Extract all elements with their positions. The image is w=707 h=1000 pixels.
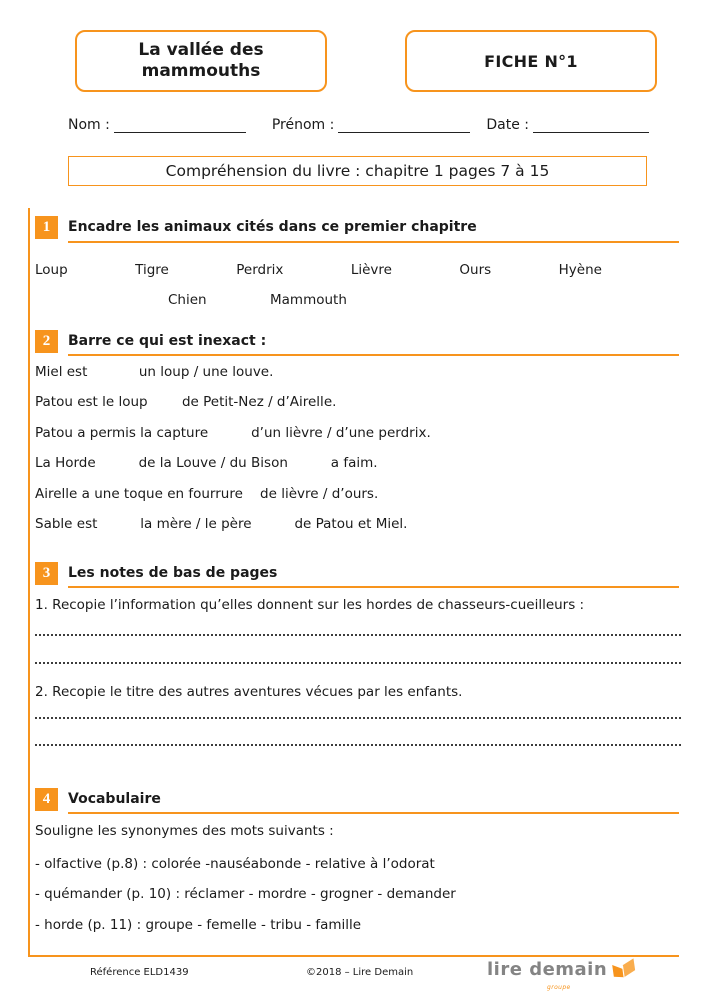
animal-item: Perdrix xyxy=(236,262,284,278)
footer-copyright: ©2018 – Lire Demain xyxy=(306,967,414,978)
vocab-intro: Souligne les synonymes des mots suivants : xyxy=(35,823,334,839)
section-1-number: 1 xyxy=(35,216,58,239)
answer-line xyxy=(35,744,681,746)
choice-sentence: La Horde de la Louve / du Bison a faim. xyxy=(35,455,378,472)
question-1: 1. Recopie l’information qu’elles donnent sur les hordes de chasseurs-cueilleurs : xyxy=(35,597,585,613)
lire-demain-logo xyxy=(487,959,637,983)
section-1-title: Encadre les animaux cités dans ce premier chapitre xyxy=(68,219,477,235)
animal-item: Hyène xyxy=(558,262,602,278)
left-margin-rule xyxy=(28,208,30,956)
firstname-label: Prénom : xyxy=(271,117,335,133)
vocab-list xyxy=(35,856,456,947)
worksheet-subtitle-box xyxy=(68,156,647,186)
logo-tagline: groupe xyxy=(547,984,571,991)
animal-item: Mammouth xyxy=(270,292,347,308)
firstname-blank xyxy=(338,117,470,133)
footer-reference: Référence ELD1439 xyxy=(90,967,189,978)
section-4-title: Vocabulaire xyxy=(68,791,161,807)
choice-sentences xyxy=(35,364,431,546)
section-4-number: 4 xyxy=(35,788,58,811)
animal-item: Loup xyxy=(35,262,68,278)
question-2: 2. Recopie le titre des autres aventures vécues par les enfants. xyxy=(35,684,463,700)
answer-line xyxy=(35,634,681,636)
section-3-rule xyxy=(68,586,679,588)
animal-item: Lièvre xyxy=(350,262,392,278)
vocab-item: - horde (p. 11) : groupe - femelle - tribu - famille xyxy=(35,916,362,933)
answer-line xyxy=(35,662,681,664)
animal-item: Tigre xyxy=(135,262,169,278)
date-label: Date : xyxy=(486,117,529,133)
animals-row-1 xyxy=(35,262,602,278)
choice-sentence: Miel est un loup / une louve. xyxy=(35,364,274,380)
name-label: Nom : xyxy=(68,117,110,133)
choice-sentence: Patou est le loup de Petit-Nez / d’Airelle. xyxy=(35,394,337,411)
choice-sentence: Patou a permis la capture d’un lièvre / d’une perdrix. xyxy=(35,424,431,441)
fiche-number: FICHE N°1 xyxy=(484,51,578,71)
answer-line xyxy=(35,717,681,719)
fiche-number-box xyxy=(405,30,657,92)
section-1-rule xyxy=(68,241,679,243)
choice-sentence: Sable est la mère / le père de Patou et Miel. xyxy=(35,515,408,532)
vocab-item: - quémander (p. 10) : réclamer - mordre - grogner - demander xyxy=(35,886,456,903)
name-blank xyxy=(114,117,246,133)
identity-row xyxy=(68,113,658,133)
open-book-icon xyxy=(609,955,638,984)
book-title-box xyxy=(75,30,327,92)
choice-sentence: Airelle a une toque en fourrure de lièvre / d’ours. xyxy=(35,485,379,502)
footer-rule xyxy=(28,955,679,957)
worksheet-subtitle: Compréhension du livre : chapitre 1 pages 7 à 15 xyxy=(165,162,550,180)
section-2-number: 2 xyxy=(35,330,58,353)
section-2-title: Barre ce qui est inexact : xyxy=(68,333,267,349)
section-4-rule xyxy=(68,812,679,814)
date-blank xyxy=(533,117,649,133)
animal-item: Ours xyxy=(459,262,492,278)
section-2-rule xyxy=(68,354,679,356)
book-title: La vallée des mammouths xyxy=(138,39,264,81)
section-3-title: Les notes de bas de pages xyxy=(68,565,278,581)
logo-text: lire demain xyxy=(487,959,608,980)
animal-item: Chien xyxy=(168,292,207,308)
vocab-item: - olfactive (p.8) : colorée -nauséabonde - relative à l’odorat xyxy=(35,856,435,872)
section-3-number: 3 xyxy=(35,562,58,585)
